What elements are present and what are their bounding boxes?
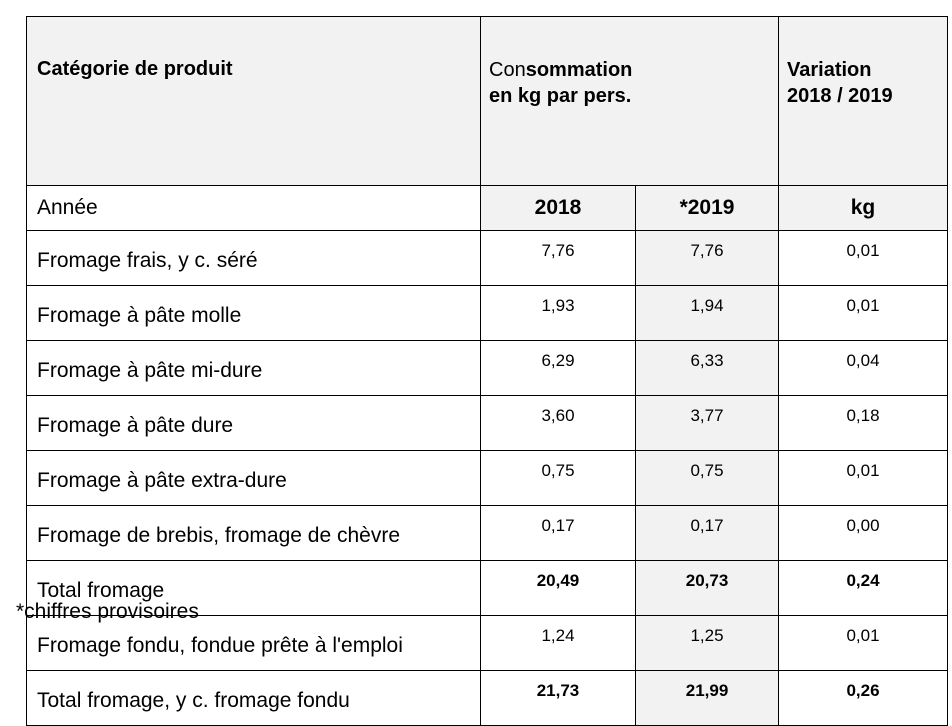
value-2018: 1,24 — [481, 616, 636, 671]
value-2018: 6,29 — [481, 341, 636, 396]
value-variation: 0,01 — [779, 231, 948, 286]
row-label: Fromage à pâte mi-dure — [27, 341, 481, 396]
year-label: Année — [27, 186, 481, 231]
value-2019: 0,17 — [636, 506, 779, 561]
value-variation: 0,24 — [779, 561, 948, 616]
row-label: Fromage à pâte molle — [27, 286, 481, 341]
value-2018: 20,49 — [481, 561, 636, 616]
row-label: Total fromage, y c. fromage fondu — [27, 671, 481, 726]
consumption-header-line2: en kg par pers. — [489, 85, 632, 107]
table-row — [27, 396, 948, 451]
consumption-header — [481, 17, 779, 186]
value-2018: 0,75 — [481, 451, 636, 506]
value-2018: 21,73 — [481, 671, 636, 726]
variation-header — [779, 17, 948, 186]
value-variation: 0,26 — [779, 671, 948, 726]
value-2019: 3,77 — [636, 396, 779, 451]
year-2019-header: *2019 — [636, 186, 779, 231]
value-variation: 0,01 — [779, 451, 948, 506]
category-header: Catégorie de produit — [27, 17, 481, 186]
value-2018: 0,17 — [481, 506, 636, 561]
value-2019: 7,76 — [636, 231, 779, 286]
value-variation: 0,01 — [779, 616, 948, 671]
row-label: Fromage à pâte dure — [27, 396, 481, 451]
value-2019: 21,99 — [636, 671, 779, 726]
table-row — [27, 341, 948, 396]
variation-header-line1: Variation — [787, 59, 872, 81]
table-row — [27, 506, 948, 561]
row-label: Fromage fondu, fondue prête à l'emploi — [27, 616, 481, 671]
value-variation: 0,00 — [779, 506, 948, 561]
value-2019: 0,75 — [636, 451, 779, 506]
value-variation: 0,04 — [779, 341, 948, 396]
consumption-header-part2: sommation — [525, 59, 633, 81]
table-body — [27, 231, 948, 726]
value-2019: 1,25 — [636, 616, 779, 671]
row-label: Total fromage — [27, 561, 481, 616]
year-row — [27, 186, 948, 231]
year-2018-header: 2018 — [481, 186, 636, 231]
unit-header: kg — [779, 186, 948, 231]
table-row — [27, 451, 948, 506]
value-variation: 0,01 — [779, 286, 948, 341]
table-row — [27, 286, 948, 341]
value-2019: 6,33 — [636, 341, 779, 396]
row-label: Fromage frais, y c. séré — [27, 231, 481, 286]
value-variation: 0,18 — [779, 396, 948, 451]
value-2018: 3,60 — [481, 396, 636, 451]
header-row — [27, 17, 948, 186]
footnote: *chiffres provisoires — [16, 600, 199, 623]
row-label: Fromage à pâte extra-dure — [27, 451, 481, 506]
table-row — [27, 671, 948, 726]
value-2019: 1,94 — [636, 286, 779, 341]
variation-header-line2: 2018 / 2019 — [787, 85, 893, 107]
row-label: Fromage de brebis, fromage de chèvre — [27, 506, 481, 561]
value-2019: 20,73 — [636, 561, 779, 616]
value-2018: 1,93 — [481, 286, 636, 341]
consumption-header-part1: Con — [489, 59, 526, 81]
value-2018: 7,76 — [481, 231, 636, 286]
table-row — [27, 231, 948, 286]
